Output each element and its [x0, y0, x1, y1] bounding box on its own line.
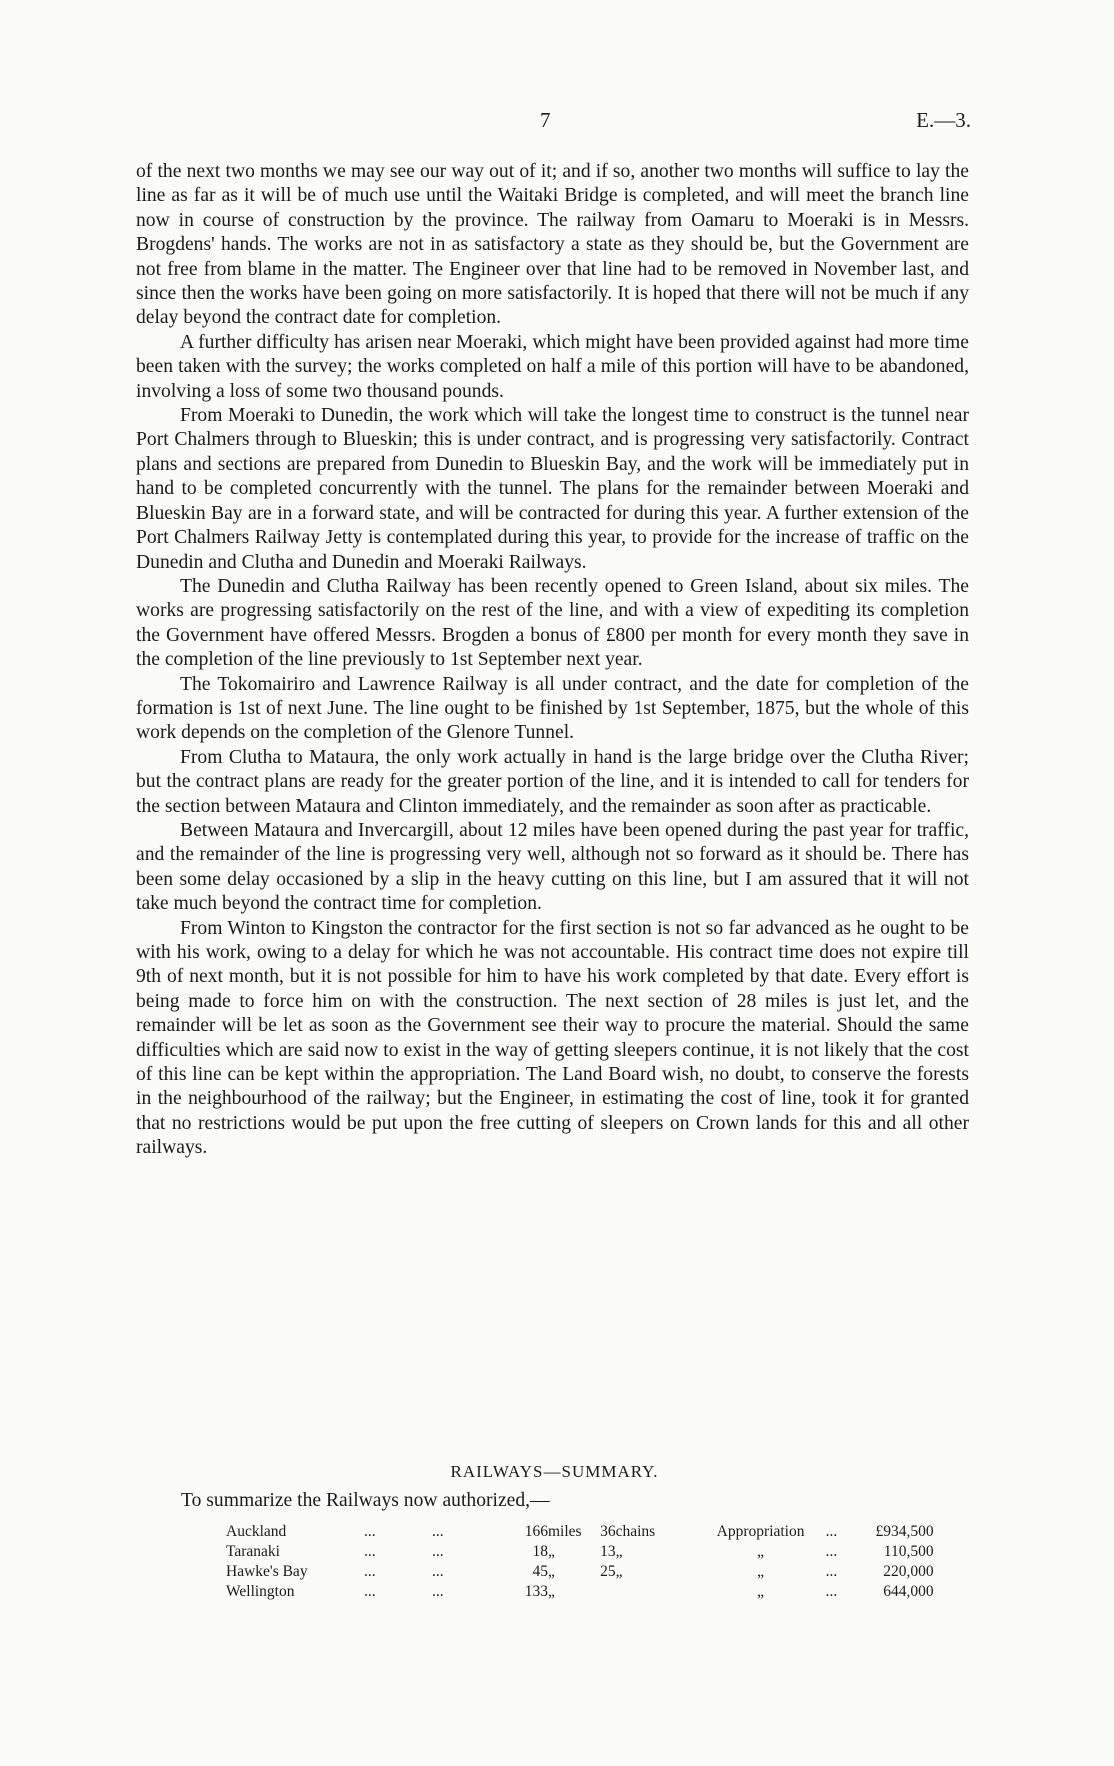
leader-dots: ... [364, 1523, 376, 1540]
appropriation-label: „ [757, 1543, 765, 1560]
table-row [226, 1562, 934, 1582]
document-reference: E.—3. [916, 108, 971, 132]
page-number: 7 [540, 108, 551, 132]
leader-dots: ... [364, 1583, 376, 1600]
paragraph-dunedin-clutha: The Dunedin and Clutha Railway has been recently opened to Green Island, about six miles. The works are progressing satisfactorily on the rest of the line, and with a view of expediting its completion the Government have offered Messrs. Brogden a bonus of £800 per month for every month they save in the completion of the line previously to 1st September next year. [136, 575, 969, 671]
leader-dots: ... [364, 1563, 376, 1580]
paragraph-mataura-invercargill: Between Mataura and Invercargill, about 12 miles have been opened during the past year for traffic, and the remainder of the line is progressing very well, although not so forward as it should be. There has been some delay occasioned by a slip in the heavy cutting on this line, but I am assured that it will not take much beyond the contract time for completion. [136, 819, 969, 915]
railway-name: Auckland [226, 1523, 287, 1540]
body-text [136, 160, 969, 1161]
table-row [226, 1582, 934, 1602]
appropriation-label: „ [757, 1563, 765, 1580]
leader-dots: ... [432, 1523, 444, 1540]
chains-value: 25 [600, 1563, 616, 1580]
summary-title: RAILWAYS—SUMMARY. [450, 1462, 659, 1481]
railway-name: Hawke's Bay [226, 1563, 308, 1580]
railway-name: Wellington [226, 1583, 295, 1600]
paragraph-moeraki-dunedin: From Moeraki to Dunedin, the work which will take the longest time to construct is the tunnel near Port Chalmers through to Blueskin; this is under contract, and is progressing very satisfactorily. Contract plans and sections are prepared from Dunedin to Blueskin Bay, and the work will be immediately put in hand to be completed concurrently with the tunnel. The plans for the remainder between Moeraki and Blueskin Bay are in a forward state, and will be contracted for during this year. A further extension of the Port Chalmers Railway Jetty is contemplated during this year, to provide for the increase of traffic on the Dunedin and Clutha and Dunedin and Moeraki Railways. [136, 405, 969, 573]
paragraph-winton-kingston: From Winton to Kingston the contractor for the first section is not so far advanced as he ought to be with his work, owing to a delay for which he was not accountable. His contract time does not expire till 9th of next month, but it is not possible for him to have his work completed by that date. Every effort is being made to force him on with the construction. The next section of 28 miles is just let, and the remainder will be let as soon as the Government see their way to procure the material. Should the same difficulties which are said now to exist in the way of getting sleepers continue, it is not likely that the cost of this line can be kept within the appropriation. The Land Board wish, no doubt, to conserve the forests in the neighbourhood of the railway; but the Engineer, in estimating the cost of line, took it for granted that no restrictions would be put upon the free cutting of sleepers on Crown lands for this and all other railways. [136, 917, 969, 1159]
miles-value: 133 [524, 1583, 548, 1600]
chains-value: 13 [600, 1543, 616, 1560]
railway-name: Taranaki [226, 1543, 280, 1560]
miles-value: 45 [532, 1563, 548, 1580]
leader-dots: ... [432, 1563, 444, 1580]
miles-value: 166 [524, 1523, 548, 1540]
leader-dots: ... [825, 1563, 838, 1580]
chains-value [582, 1582, 616, 1602]
miles-unit: miles [548, 1523, 582, 1540]
miles-value: 18 [532, 1543, 548, 1560]
leader-dots: ... [825, 1583, 838, 1600]
appropriation-amount: £934,500 [875, 1523, 934, 1540]
railways-table [226, 1522, 934, 1602]
chains-unit: chains [615, 1523, 656, 1540]
page-header [0, 108, 1114, 138]
appropriation-amount: 644,000 [883, 1583, 934, 1600]
summary-intro: To summarize the Railways now authorized,— [181, 1490, 550, 1511]
leader-dots: ... [432, 1583, 444, 1600]
railways-summary [0, 1462, 1114, 1600]
chains-value: 36 [600, 1523, 616, 1540]
paragraph-moeraki-difficulty: A further difficulty has arisen near Moeraki, which might have been provided against had more time been taken with the survey; the works completed on half a mile of this portion will have to be abandoned, involving a loss of some two thousand pounds. [136, 331, 969, 402]
leader-dots: ... [825, 1543, 838, 1560]
appropriation-label: Appropriation [716, 1523, 805, 1540]
appropriation-amount: 220,000 [883, 1563, 934, 1580]
paragraph-tokomairiro-lawrence: The Tokomairiro and Lawrence Railway is all under contract, and the date for completion of the formation is 1st of next June. The line ought to be finished by 1st September, 1875, but the whole of this work depends on the completion of the Glenore Tunnel. [136, 673, 969, 744]
miles-unit: „ [548, 1563, 555, 1580]
appropriation-amount: 110,500 [883, 1543, 934, 1560]
leader-dots: ... [364, 1543, 376, 1560]
table-row [226, 1542, 934, 1562]
leader-dots: ... [825, 1523, 838, 1540]
leader-dots: ... [432, 1543, 444, 1560]
chains-unit: „ [615, 1543, 623, 1560]
paragraph-oamaru-moeraki: of the next two months we may see our way out of it; and if so, another two months will suffice to lay the line as far as it will be of much use until the Waitaki Bridge is completed, and will meet the branch line now in course of construction by the province. The railway from Oamaru to Moeraki is in Messrs. Brogdens' hands. The works are not in as satisfactory a state as they should be, but the Government are not free from blame in the matter. The Engineer over that line had to be removed in November last, and since then the works have been going on more satisfactorily. It is hoped that there will not be much if any delay beyond the contract date for completion. [136, 161, 969, 329]
chains-unit: „ [615, 1563, 623, 1580]
chains-unit [616, 1582, 696, 1602]
table-row [226, 1522, 934, 1542]
miles-unit: „ [548, 1543, 555, 1560]
paragraph-clutha-mataura: From Clutha to Mataura, the only work actually in hand is the large bridge over the Clutha River; but the contract plans are ready for the greater portion of the line, and it is intended to call for tenders for the section between Mataura and Clinton immediately, and the remainder as soon after as practicable. [136, 746, 969, 817]
appropriation-label: „ [757, 1583, 765, 1600]
miles-unit: „ [548, 1583, 555, 1600]
